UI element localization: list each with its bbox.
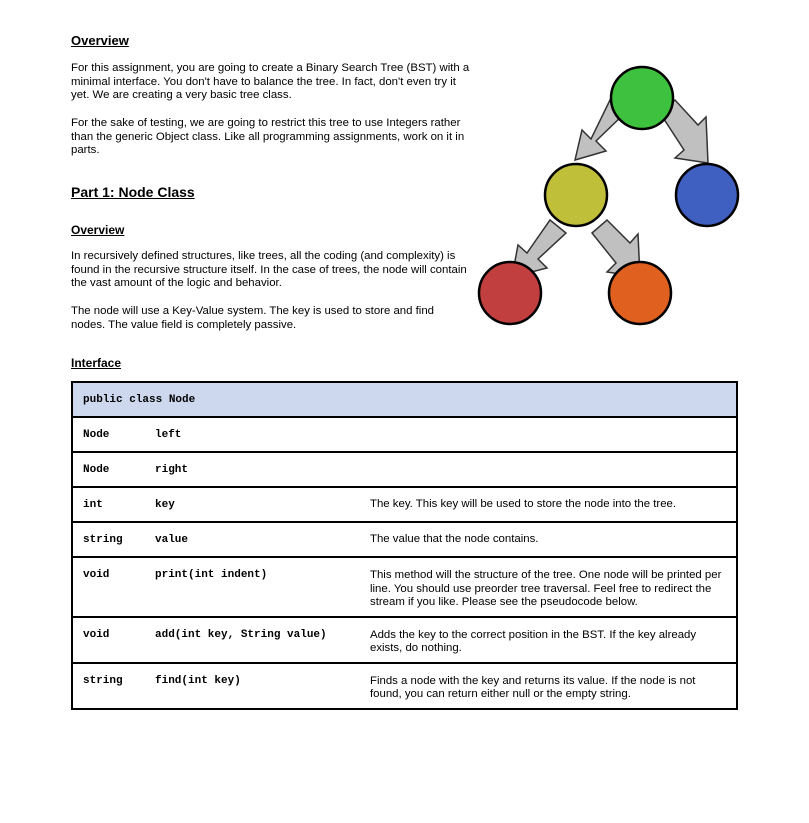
table-row <box>72 417 737 452</box>
member-description: Adds the key to the correct position in the BST. If the key already exists, do nothing. <box>360 617 737 663</box>
testing-paragraph: For the sake of testing, we are going to restrict this tree to use Integers rather than the generic Object class. Like all programming assignments, work on it in parts. <box>71 117 465 156</box>
class-declaration: public class Node <box>72 382 737 417</box>
member-name: key <box>145 487 360 522</box>
member-type: Node <box>72 452 145 487</box>
member-description <box>360 452 737 487</box>
member-name: find(int key) <box>145 663 360 709</box>
table-row <box>72 487 737 522</box>
tree-node-left-left <box>479 262 541 324</box>
table-row <box>72 557 737 617</box>
member-type: string <box>72 663 145 709</box>
table-header-row <box>72 382 737 417</box>
binary-tree-diagram <box>470 55 750 330</box>
table-row <box>72 522 737 557</box>
member-name: right <box>145 452 360 487</box>
member-type: void <box>72 557 145 617</box>
member-type: string <box>72 522 145 557</box>
member-type: void <box>72 617 145 663</box>
member-name: add(int key, String value) <box>145 617 360 663</box>
tree-node-right <box>676 164 738 226</box>
member-description: The value that the node contains. <box>360 522 737 557</box>
table-row <box>72 452 737 487</box>
member-type: Node <box>72 417 145 452</box>
tree-node-left <box>545 164 607 226</box>
recursion-paragraph: In recursively defined structures, like trees, all the coding (and complexity) is found in the recursive structure itself. In the case of trees, the node will contain the vast amount of the logic and behavior. <box>71 250 467 289</box>
table-row <box>72 617 737 663</box>
member-description: This method will the structure of the tree. One node will be printed per line. You should use preorder tree traversal. Feel free to redirect the stream if you like. Please see the pseudocode below. <box>360 557 737 617</box>
key-value-paragraph: The node will use a Key-Value system. The key is used to store and find nodes. The value field is completely passive. <box>71 305 435 331</box>
member-type: int <box>72 487 145 522</box>
overview-subheading: Overview <box>71 223 125 237</box>
member-description: Finds a node with the key and returns its value. If the node is not found, you can return either null or the empty string. <box>360 663 737 709</box>
overview-heading: Overview <box>71 33 129 48</box>
member-name: print(int indent) <box>145 557 360 617</box>
member-description <box>360 417 737 452</box>
intro-paragraph: For this assignment, you are going to create a Binary Search Tree (BST) with a minimal interface. You don't have to balance the tree. In fact, don't even try it yet. We are creating a very basic tree class. <box>71 62 470 101</box>
interface-heading: Interface <box>71 356 122 370</box>
member-description: The key. This key will be used to store the node into the tree. <box>360 487 737 522</box>
member-name: left <box>145 417 360 452</box>
member-name: value <box>145 522 360 557</box>
tree-node-root <box>611 67 673 129</box>
table-row <box>72 663 737 709</box>
tree-node-left-right <box>609 262 671 324</box>
part1-heading: Part 1: Node Class <box>71 184 195 200</box>
node-interface-table <box>71 381 738 710</box>
